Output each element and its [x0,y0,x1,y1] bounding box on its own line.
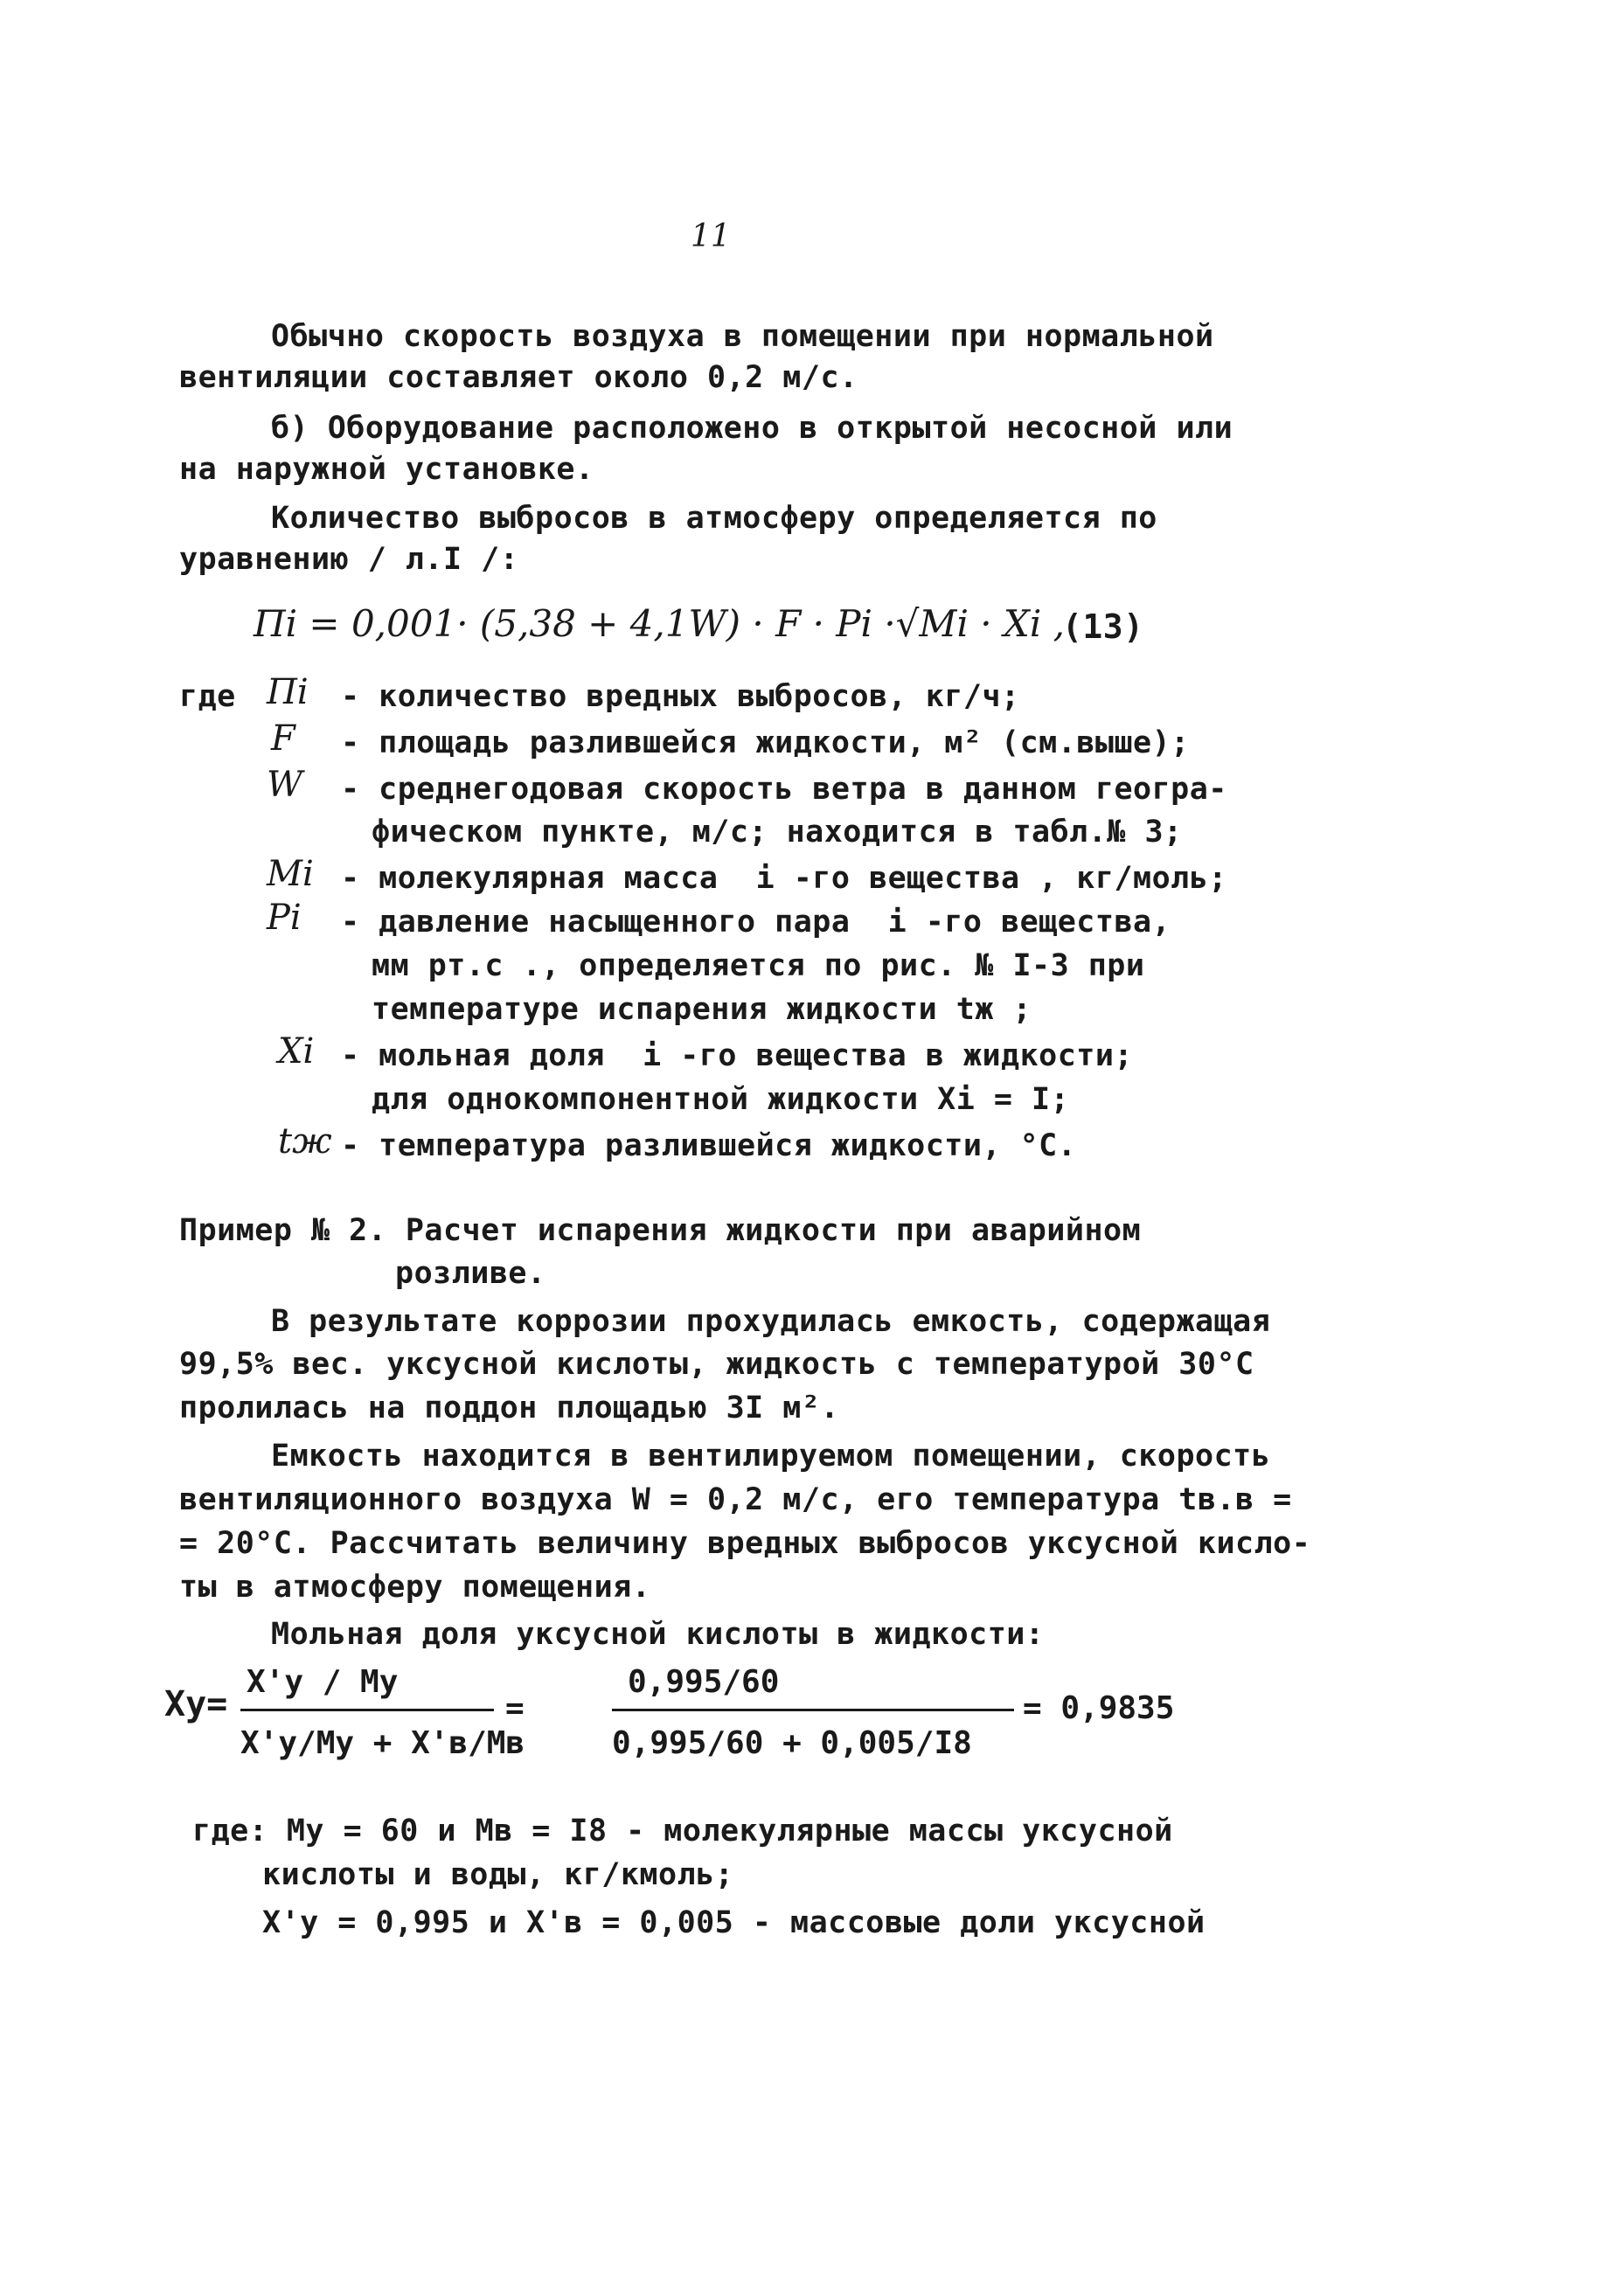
def-pressure: - давление насыщенного пара i -го вещества, [341,905,1171,940]
formula-result: = 0,9835 [1023,1690,1175,1726]
def-symbol-Pi-pressure: Pi [267,898,302,938]
def-emissions: - количество вредных выбросов, кг/ч; [341,679,1020,714]
example-title-line2: розливе. [395,1256,546,1291]
def-symbol-tzh: tж [278,1121,332,1162]
example-p2-line1: Емкость находится в вентилируемом помещении, скорость [271,1439,1271,1474]
footnote-line3: X'y = 0,995 и X'в = 0,005 - массовые доли уксусной [262,1905,1206,1940]
footnote-line2: кислоты и воды, кг/кмоль; [262,1857,734,1892]
def-mole-fraction-cont: для однокомпонентной жидкости Xi = I; [372,1082,1070,1117]
formula-denominator-1: X'y/My + X'в/Mв [240,1725,525,1761]
example-p3-line1: Мольная доля уксусной кислоты в жидкости: [271,1617,1045,1652]
example-p1-line1: В результате коррозии прохудилась емкость, содержащая [271,1304,1271,1339]
item-b-line1: б) Оборудование расположено в открытой несосной или [271,411,1233,446]
equation-13-number: (13) [1062,607,1144,646]
example-p1-line3: пролилась на поддон площадью 3I м². [179,1391,840,1425]
where-label: где [179,679,236,714]
def-symbol-Mi: Mi [267,854,314,894]
def-wind-speed-cont: фическом пункте, м/с; находится в табл.№ 3; [372,815,1183,850]
paragraph1-line2: вентиляции составляет около 0,2 м/с. [179,360,858,395]
formula-denominator-2: 0,995/60 + 0,005/I8 [612,1725,972,1761]
paragraph1-line1: Обычно скорость воздуха в помещении при нормальной [271,319,1214,354]
def-molar-mass: - молекулярная масса i -го вещества , кг/моль; [341,861,1227,896]
example-title-line1: Пример № 2. Расчет испарения жидкости при аварийном [179,1213,1142,1248]
example-p2-line4: ты в атмосферу помещения. [179,1570,651,1605]
page-number: 11 [691,219,731,254]
formula-fraction-bar-1 [240,1709,494,1711]
formula-lhs: Xy= [164,1684,228,1724]
formula-numerator-1: X'y / My [247,1664,399,1700]
example-p1-line2: 99,5% вес. уксусной кислоты, жидкость с температурой 30°С [179,1347,1254,1382]
def-pressure-cont1: мм рт.с ., определяется по рис. № I-3 при [372,948,1145,983]
paragraph2-line2: уравнению / л.I /: [179,542,519,577]
def-wind-speed: - среднегодовая скорость ветра в данном геогра- [341,772,1227,807]
def-mole-fraction: - мольная доля i -го вещества в жидкости; [341,1038,1134,1073]
example-p2-line3: = 20°С. Рассчитать величину вредных выбросов уксусной кисло- [179,1526,1311,1561]
def-symbol-Xi: Xi [278,1031,315,1072]
equation-13: Пi = 0,001· (5,38 + 4,1W) · F · Pi ·√Mi · Xi , [254,602,1065,645]
item-b-line2: на наружной установке. [179,452,594,487]
def-pressure-cont2: температуре испарения жидкости tж ; [372,992,1032,1027]
example-p2-line2: вентиляционного воздуха W = 0,2 м/с, его температура tв.в = [179,1482,1292,1517]
def-symbol-Pi-emissions: Пi [267,672,309,712]
formula-numerator-2: 0,995/60 [628,1664,780,1700]
footnote-line1: где: My = 60 и Mв = I8 - молекулярные массы уксусной [192,1814,1173,1849]
def-area: - площадь разлившейся жидкости, м² (см.выше); [341,725,1190,760]
def-symbol-W: W [267,765,303,805]
def-temperature: - температура разлившейся жидкости, °С. [341,1128,1077,1163]
formula-fraction-bar-2 [612,1709,1014,1711]
def-symbol-F: F [271,718,295,759]
paragraph2-line1: Количество выбросов в атмосферу определяется по [271,501,1157,536]
formula-equals: = [505,1690,525,1726]
